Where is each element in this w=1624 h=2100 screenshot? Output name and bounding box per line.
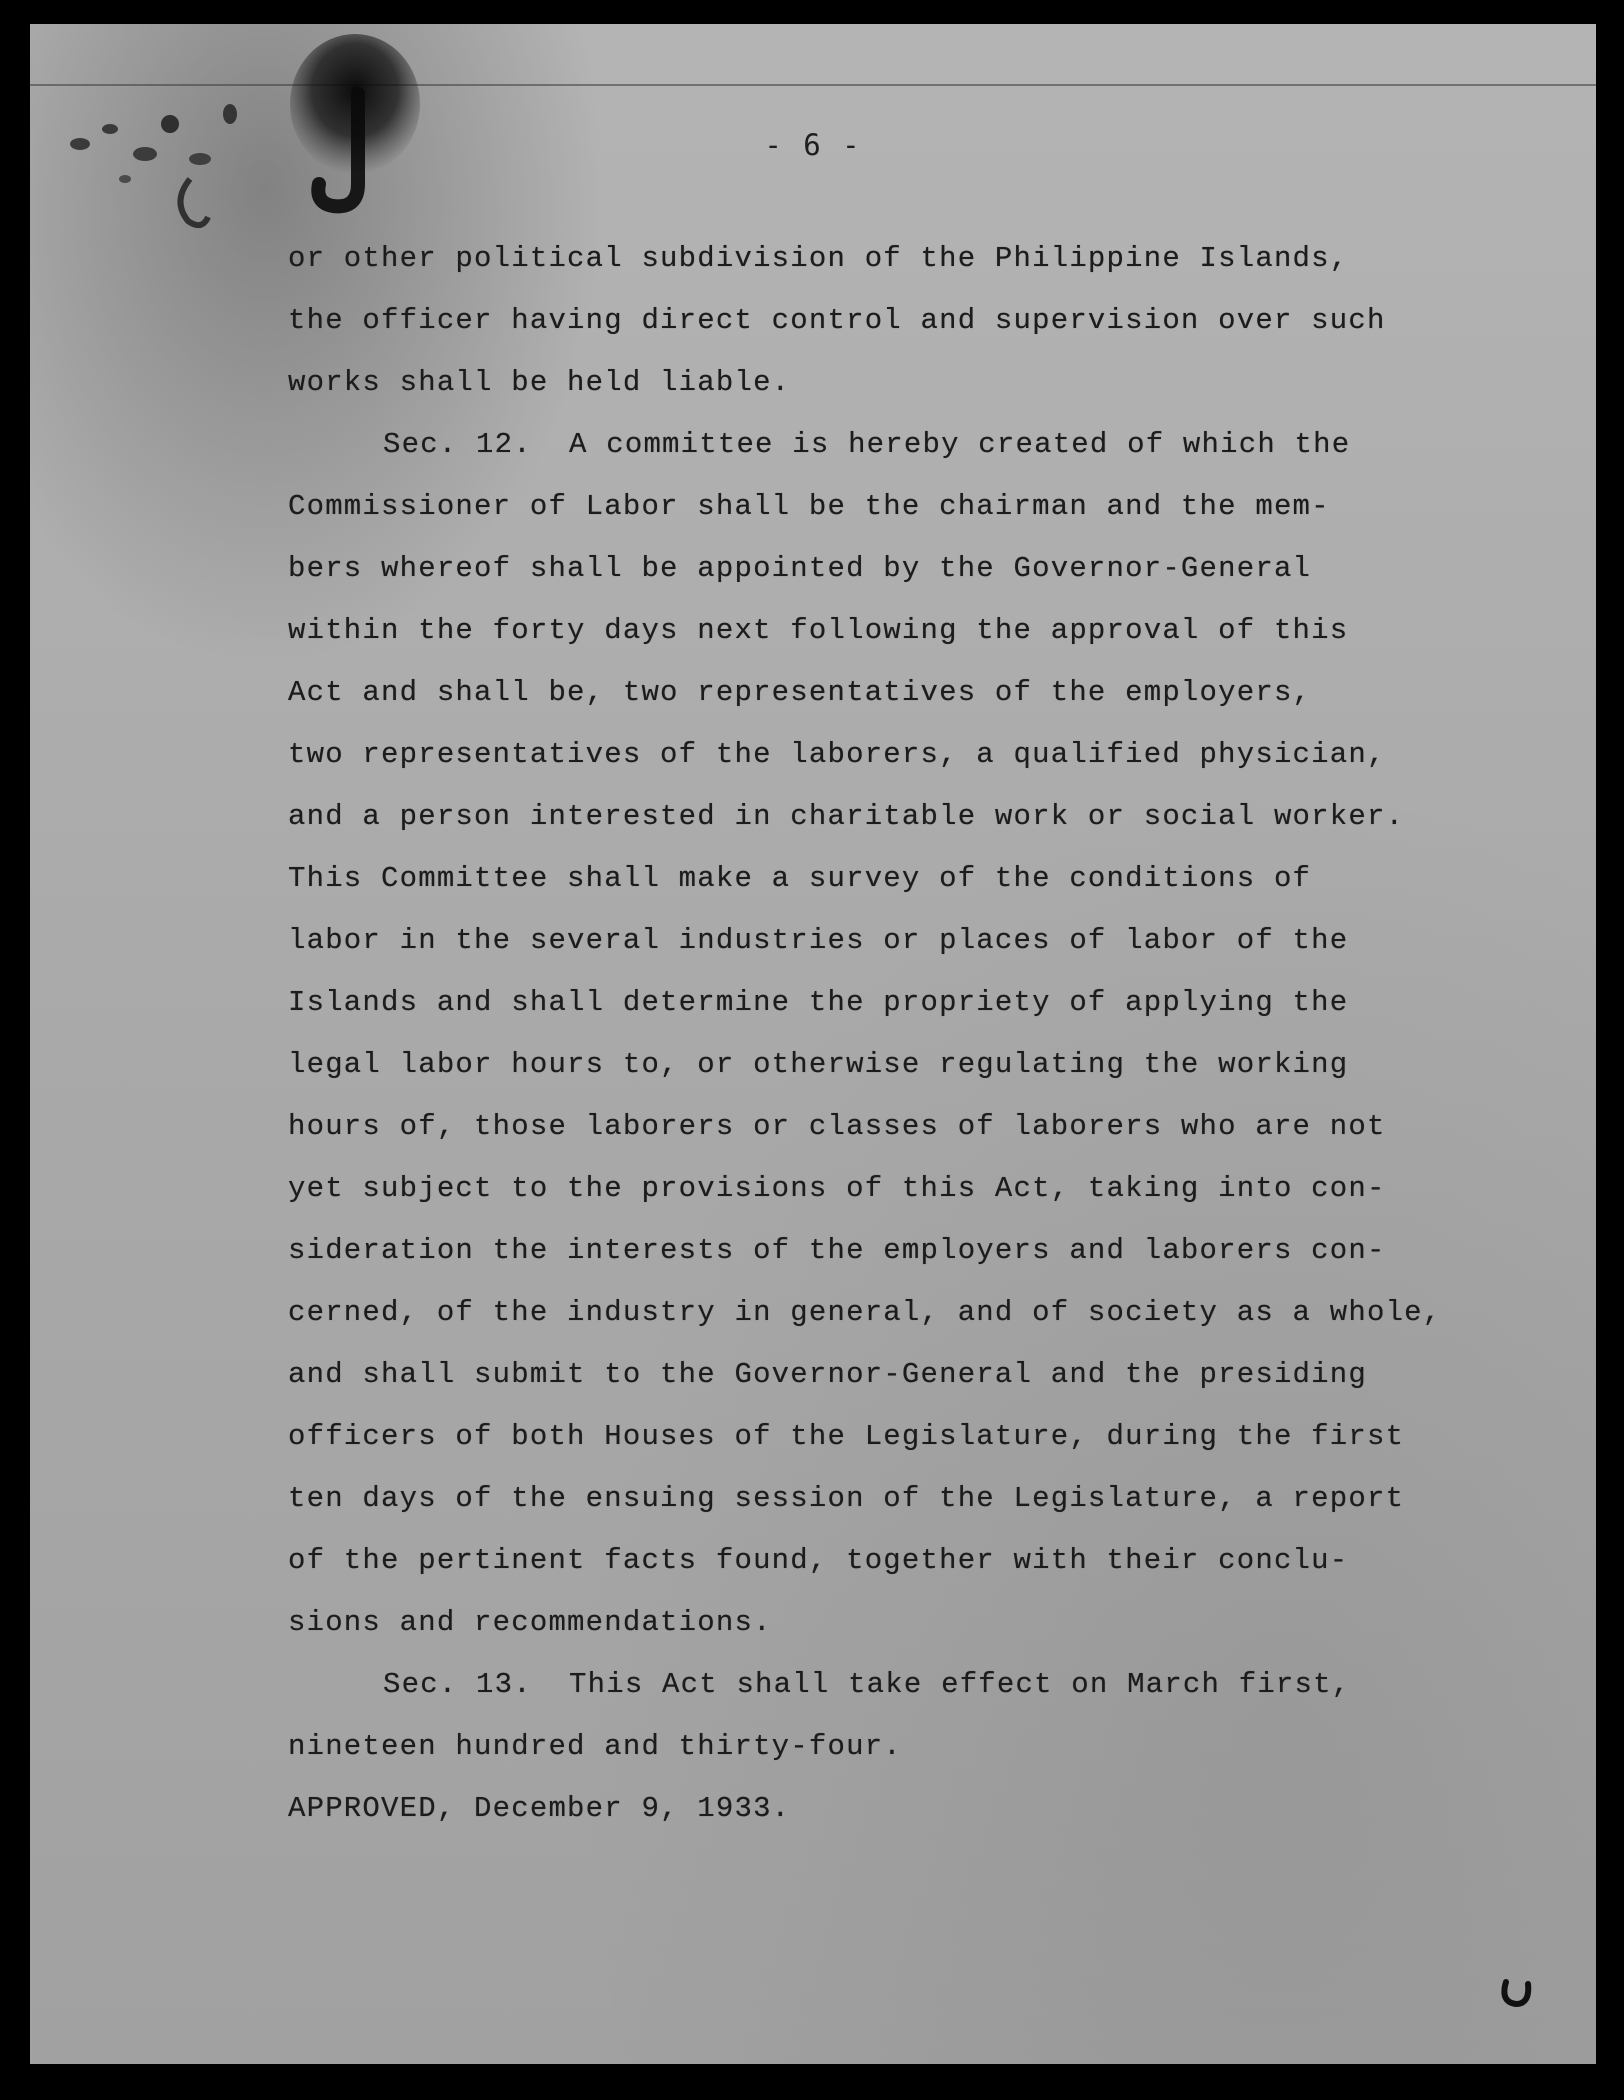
page-number: - 6 - [764, 128, 862, 162]
text-line: and a person interested in charitable work or social worker. [288, 800, 1405, 833]
text-line: legal labor hours to, or otherwise regulating the working [288, 1048, 1349, 1081]
corner-ink-mark [1496, 1972, 1536, 2012]
text-line: ten days of the ensuing session of the Legislature, a report [288, 1482, 1405, 1515]
text-line: and shall submit to the Governor-General and the presiding [288, 1358, 1367, 1391]
text-line: works shall be held liable. [288, 366, 791, 399]
section-13-heading-line: Sec. 13. This Act shall take effect on March first, [383, 1668, 1351, 1701]
text-line: officers of both Houses of the Legislature, during the first [288, 1420, 1405, 1453]
text-line: This Committee shall make a survey of the conditions of [288, 862, 1312, 895]
text-line: sideration the interests of the employers and laborers con- [288, 1234, 1386, 1267]
paper-sheet [30, 24, 1596, 2064]
text-line: Commissioner of Labor shall be the chairman and the mem- [288, 490, 1330, 523]
document-body [288, 228, 1508, 1840]
text-line: Act and shall be, two representatives of the employers, [288, 676, 1312, 709]
text-line: labor in the several industries or places of labor of the [288, 924, 1349, 957]
text-line: within the forty days next following the approval of this [288, 614, 1349, 647]
text-line: hours of, those laborers or classes of laborers who are not [288, 1110, 1386, 1143]
text-line: sions and recommendations. [288, 1606, 772, 1639]
text-line: Islands and shall determine the propriety of applying the [288, 986, 1349, 1019]
text-line: the officer having direct control and supervision over such [288, 304, 1386, 337]
text-line: of the pertinent facts found, together with their conclu- [288, 1544, 1349, 1577]
text-line: two representatives of the laborers, a qualified physician, [288, 738, 1386, 771]
text-line: yet subject to the provisions of this Act, taking into con- [288, 1172, 1386, 1205]
text-line: cerned, of the industry in general, and of society as a whole, [288, 1296, 1442, 1329]
section-12-heading-line: Sec. 12. A committee is hereby created of which the [383, 428, 1351, 461]
text-line: bers whereof shall be appointed by the Governor-General [288, 552, 1312, 585]
approval-line: APPROVED, December 9, 1933. [288, 1792, 791, 1825]
text-line: nineteen hundred and thirty-four. [288, 1730, 902, 1763]
text-line: or other political subdivision of the Philippine Islands, [288, 242, 1349, 275]
